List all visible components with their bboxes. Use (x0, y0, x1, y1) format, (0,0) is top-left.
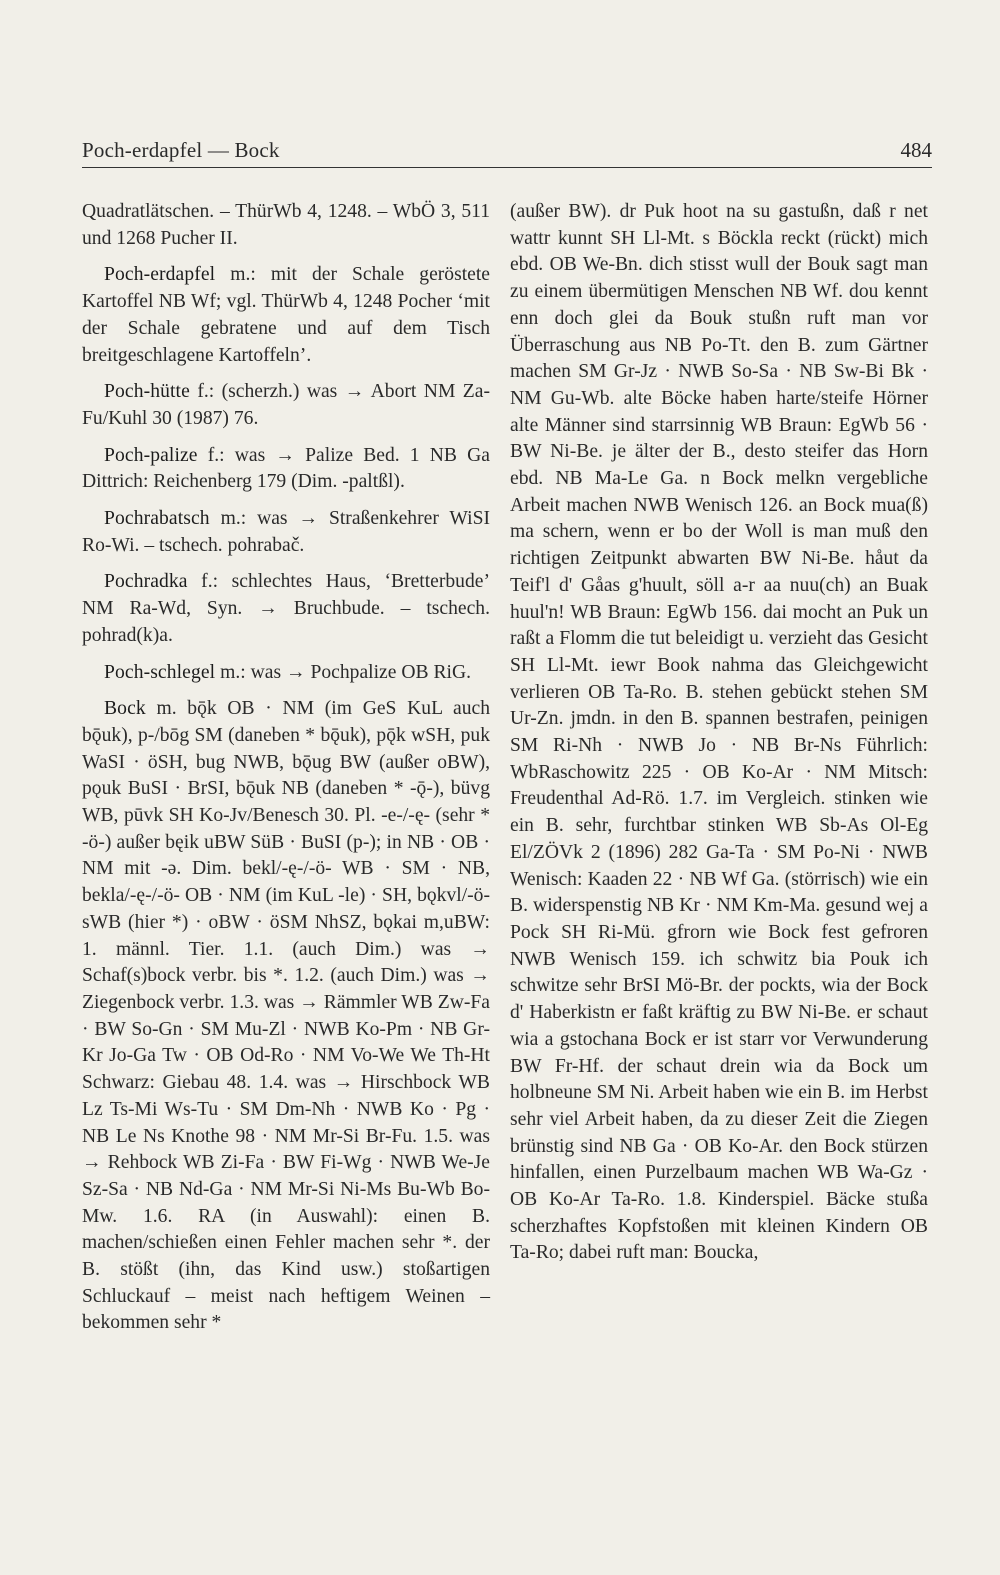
entry-headword: Bock (104, 698, 146, 720)
running-title: Poch-erdapfel — Bock (82, 138, 280, 162)
dictionary-entry (82, 443, 490, 496)
entry-body: f.: was → Palize Bed. 1 NB Ga Dittrich: Reichenberg 179 (Dim. -paltßl). (82, 444, 490, 493)
entry-body: f.: schlechtes Haus, ‘Bretterbude’ NM Ra-Wd, Syn. → Bruchbude. – tschech. pohrad(k)a. (82, 571, 490, 646)
entry-body: m. bǭk OB · NM (im GeS KuL auch bǭuk), p-/bōg SM (daneben * bǭuk), pǭk wSH, puk WaSI · öSH, bug NWB, bǭug BW (außer oBW), pǫuk BuSI · BrSI, bǭuk NB (daneben * -ǭ-), büvg WB, pūvk SH Ko-Jv/Benesch 30. Pl. -e-/-ę- (sehr * -ö-) außer bęik uBW SüB · BuSI (p-); in NB · OB · NM mit -ə. Dim. bekl/-ę-/-ö- WB · SM · NB, bekla/-ę-/-ö- OB · NM (im KuL -le) · SH, bǫkvl/-ö- sWB (hier *) · oBW · öSM NhSZ, bǫkai m,uBW: 1. männl. Tier. 1.1. (auch Dim.) was → Schaf(s)bock verbr. bis *. 1.2. (auch Dim.) was → Ziegenbock verbr. 1.3. was → Rämmler WB Zw-Fa · BW So-Gn · SM Mu-Zl · NWB Ko-Pm · NB Gr-Kr Jo-Ga Tw · OB Od-Ro · NM Vo-We We Th-Ht Schwarz: Giebau 48. 1.4. was → Hirschbock WB Lz Ts-Mi Ws-Tu · SM Dm-Nh · NWB Ko · Pg · NB Le Ns Knothe 98 · NM Mr-Si Br-Fu. 1.5. was → Rehbock WB Zi-Fa · BW Fi-Wg · NWB We-Je Sz-Sa · NB Nd-Ga · NM Mr-Si Ni-Ms Bu-Wb Bo-Mw. 1.6. RA (in Auswahl): einen B. machen/schießen einen Fehler machen sehr *. der B. stößt (ihn, das Kind usw.) stoßartigen Schluckauf – meist nach heftigem Weinen – bekommen sehr * (82, 698, 490, 1334)
entry-headword: Poch-erdapfel (104, 264, 216, 286)
entry-headword: Poch-schlegel (104, 661, 216, 683)
dictionary-entry (82, 569, 490, 649)
right-column (510, 199, 928, 1267)
continuation-text (82, 199, 490, 252)
continuation-text (510, 199, 928, 1267)
entry-body: m.: mit der Schale geröstete Kartoffel NB Wf; vgl. ThürWb 4, 1248 Pocher ‘mit der Schale gebratene und auf dem Tisch breitgeschlagene Kartoffeln’. (82, 264, 490, 366)
continuation-body: (außer BW). dr Puk hoot na su gastußn, daß r net wattr kunnt SH Ll-Mt. s Böckla reckt (rückt) mich ebd. OB We-Bn. dich stisst wull der Bouk sagt man zu einem übermütigen Menschen NB Wf. dou kennt enn doch glei da Bouk stußn ruft man vor Überraschung aus NB Po-Tt. den B. zum Gärtner machen SM Gr-Jz · NWB So-Sa · NB Sw-Bi Bk · NM Gu-Wb. alte Böcke haben harte/steife Hörner alte Männer sind starrsinnig WB Braun: EgWb 56 · BW Ni-Be. je älter der B., desto steifer das Horn ebd. NB Ma-Le Ga. n Bock melkn vergebliche Arbeit machen NWB Wenisch 126. an Bock mua(ß) ma schern, wenn er bo der Woll is man muß den richtigen Zeitpunkt abwarten BW Ni-Be. håut da Teif'l d' Gåas g'huult, söll a-r aa nuu(ch) an Buak huul'n! WB Braun: EgWb 156. dai mocht an Puk un raßt a Flomm die tut beleidigt u. verzieht das Gesicht SH Ll-Mt. iewr Book nahma das Gleichgewicht verlieren OB Ta-Ro. B. stehen gebückt stehen SM Ur-Zn. jmdn. in den B. spannen bestrafen, peinigen SM Ri-Nh · NWB Jo · NB Br-Ns Führlich: WbRaschowitz 225 · OB Ko-Ar · NM Mitsch: Freudenthal Ad-Rö. 1.7. im Vergleich. stinken wie ein B. sehr, furchtbar stinken WB Sb-As Ol-Eg El/ZÖVk 2 (1896) 282 Ga-Ta · SM Po-Ni · NWB Wenisch: Kaaden 22 · NB Wf Ga. (störrisch) wie ein B. widerspenstig NB Kr · NM Km-Ma. gesund wej a Pock SH Ri-Mü. gfrorn wie Bock fest gefroren NWB Wenisch 159. ich schwitz bia Pouk ich schwitze sehr BrSI Mö-Br. der pockts, wia der Bock d' Haberkistn er faßt kräftig zu BW Ni-Be. er schaut wia a gstochana Bock er ist starr vor Verwunderung BW Fr-Hf. der schaut drein wia da Bock um holbneune SM Ni. Arbeit haben wie ein B. im Herbst sehr viel Arbeit haben, da zu dieser Zeit die Ziegen brünstig sind NB Ga · OB Ko-Ar. den Bock stürzen hinfallen, einen Purzelbaum machen WB Wa-Gz · OB Ko-Ar Ta-Ro. 1.8. Kinderspiel. Bäcke stußa scherzhaftes Kopfstoßen mit kleinen Kindern OB Ta-Ro; dabei ruft man: Boucka, (510, 201, 928, 1264)
dictionary-entry (82, 696, 490, 1337)
continuation-body: Quadratlätschen. – ThürWb 4, 1248. – WbÖ 3, 511 und 1268 Pucher II. (82, 201, 490, 249)
entry-body: m.: was → Straßenkehrer WiSI Ro-Wi. – tschech. pohrabač. (82, 508, 490, 556)
dictionary-entry (82, 262, 490, 369)
entry-headword: Poch-palize (104, 444, 198, 466)
page-number: 484 (900, 138, 932, 162)
running-header (82, 138, 932, 168)
entry-body: f.: (scherzh.) was → Abort NM Za-Fu/Kuhl 30 (1987) 76. (82, 381, 490, 429)
entry-headword: Pochradka (104, 571, 188, 593)
dictionary-entry (82, 379, 490, 432)
entry-body: m.: was → Pochpalize OB RiG. (215, 661, 471, 683)
dictionary-entry (82, 660, 490, 687)
entry-headword: Poch-hütte (104, 381, 190, 403)
dictionary-entry (82, 506, 490, 559)
left-column (82, 199, 490, 1337)
entry-headword: Pochrabatsch (104, 508, 210, 530)
